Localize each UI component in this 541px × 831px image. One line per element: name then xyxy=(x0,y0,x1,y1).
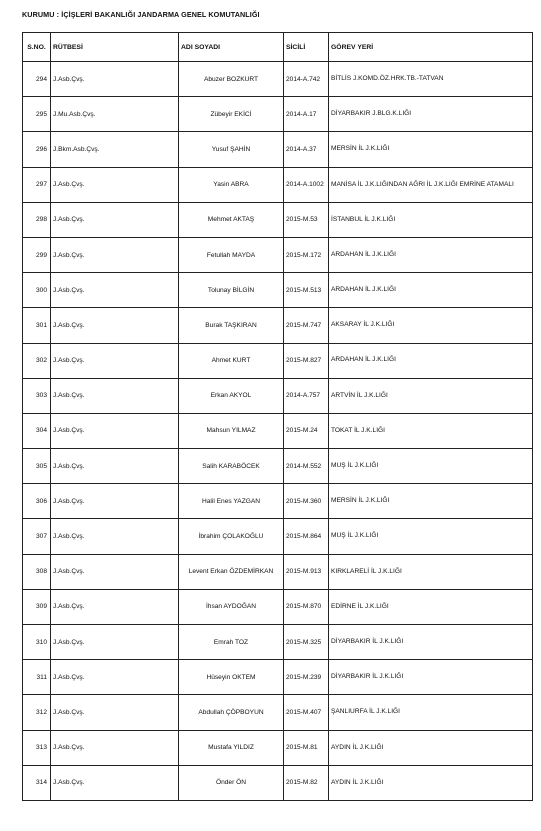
cell-name: Burak TAŞKIRAN xyxy=(179,308,284,343)
cell-rank: J.Asb.Çvş. xyxy=(51,343,179,378)
cell-sno: 304 xyxy=(23,413,51,448)
cell-duty: İSTANBUL İL J.K.LIĞI xyxy=(329,202,533,237)
cell-sno: 311 xyxy=(23,660,51,695)
table-row xyxy=(23,237,533,272)
cell-registry: 2014-A.37 xyxy=(284,132,329,167)
cell-registry: 2014-A.17 xyxy=(284,97,329,132)
cell-name: İbrahim ÇOLAKOĞLU xyxy=(179,519,284,554)
cell-rank: J.Mu.Asb.Çvş. xyxy=(51,97,179,132)
table-body xyxy=(23,62,533,801)
cell-registry: 2015-M.239 xyxy=(284,660,329,695)
table-row xyxy=(23,695,533,730)
header-rank: RÜTBESİ xyxy=(51,33,179,62)
cell-name: Yasin ABRA xyxy=(179,167,284,202)
cell-name: Levent Erkan ÖZDEMİRKAN xyxy=(179,554,284,589)
cell-duty: ARTVİN İL J.K.LIĞI xyxy=(329,378,533,413)
cell-duty: ARDAHAN İL J.K.LIĞI xyxy=(329,343,533,378)
cell-rank: J.Asb.Çvş. xyxy=(51,413,179,448)
cell-registry: 2015-M.172 xyxy=(284,237,329,272)
table-row xyxy=(23,730,533,765)
cell-rank: J.Asb.Çvş. xyxy=(51,378,179,413)
cell-name: Halil Enes YAZGAN xyxy=(179,484,284,519)
header-sno: S.NO. xyxy=(23,33,51,62)
cell-sno: 302 xyxy=(23,343,51,378)
cell-rank: J.Bkm.Asb.Çvş. xyxy=(51,132,179,167)
table-header-row xyxy=(23,33,533,62)
cell-sno: 295 xyxy=(23,97,51,132)
cell-duty: MERSİN İL J.K.LIĞI xyxy=(329,132,533,167)
cell-rank: J.Asb.Çvş. xyxy=(51,273,179,308)
cell-sno: 310 xyxy=(23,625,51,660)
cell-sno: 312 xyxy=(23,695,51,730)
cell-rank: J.Asb.Çvş. xyxy=(51,449,179,484)
cell-duty: AYDIN İL J.K.LIĞI xyxy=(329,765,533,800)
cell-registry: 2015-M.82 xyxy=(284,765,329,800)
cell-registry: 2015-M.747 xyxy=(284,308,329,343)
institution-heading: KURUMU : İÇİŞLERİ BAKANLIĞI JANDARMA GENEL KOMUTANLIĞI xyxy=(22,10,260,19)
table-row xyxy=(23,273,533,308)
cell-registry: 2015-M.360 xyxy=(284,484,329,519)
table-row xyxy=(23,554,533,589)
table-row xyxy=(23,62,533,97)
cell-sno: 313 xyxy=(23,730,51,765)
cell-rank: J.Asb.Çvş. xyxy=(51,484,179,519)
cell-rank: J.Asb.Çvş. xyxy=(51,554,179,589)
cell-sno: 303 xyxy=(23,378,51,413)
table-row xyxy=(23,132,533,167)
table-row xyxy=(23,413,533,448)
cell-rank: J.Asb.Çvş. xyxy=(51,589,179,624)
cell-registry: 2015-M.913 xyxy=(284,554,329,589)
table-row xyxy=(23,343,533,378)
cell-name: Yusuf ŞAHİN xyxy=(179,132,284,167)
cell-name: Fetullah MAYDA xyxy=(179,237,284,272)
table-row xyxy=(23,378,533,413)
cell-registry: 2014-A.757 xyxy=(284,378,329,413)
cell-registry: 2014-A.1002 xyxy=(284,167,329,202)
cell-sno: 314 xyxy=(23,765,51,800)
table-row xyxy=(23,308,533,343)
cell-sno: 297 xyxy=(23,167,51,202)
cell-sno: 309 xyxy=(23,589,51,624)
header-registry: SİCİLİ xyxy=(284,33,329,62)
cell-sno: 298 xyxy=(23,202,51,237)
cell-duty: DİYARBAKIR J.BLG.K.LIĞI xyxy=(329,97,533,132)
cell-name: Mustafa YILDIZ xyxy=(179,730,284,765)
cell-registry: 2015-M.513 xyxy=(284,273,329,308)
cell-duty: ARDAHAN İL J.K.LIĞI xyxy=(329,273,533,308)
cell-registry: 2015-M.864 xyxy=(284,519,329,554)
cell-duty: AYDIN İL J.K.LIĞI xyxy=(329,730,533,765)
cell-rank: J.Asb.Çvş. xyxy=(51,625,179,660)
personnel-table xyxy=(22,32,533,801)
cell-name: Ahmet KURT xyxy=(179,343,284,378)
cell-name: Emrah TOZ xyxy=(179,625,284,660)
table-row xyxy=(23,519,533,554)
cell-registry: 2015-M.407 xyxy=(284,695,329,730)
cell-rank: J.Asb.Çvş. xyxy=(51,730,179,765)
table-row xyxy=(23,484,533,519)
cell-duty: EDİRNE İL J.K.LIĞI xyxy=(329,589,533,624)
cell-rank: J.Asb.Çvş. xyxy=(51,237,179,272)
table-row xyxy=(23,625,533,660)
cell-sno: 305 xyxy=(23,449,51,484)
cell-duty: DİYARBAKIR İL J.K.LIĞI xyxy=(329,660,533,695)
table-row xyxy=(23,97,533,132)
cell-duty: MUŞ İL J.K.LIĞI xyxy=(329,519,533,554)
cell-sno: 301 xyxy=(23,308,51,343)
cell-duty: MERSİN İL J.K.LIĞI xyxy=(329,484,533,519)
cell-duty: DİYARBAKIR İL J.K.LIĞI xyxy=(329,625,533,660)
cell-rank: J.Asb.Çvş. xyxy=(51,202,179,237)
cell-registry: 2014-M.552 xyxy=(284,449,329,484)
cell-sno: 299 xyxy=(23,237,51,272)
cell-duty: TOKAT İL J.K.LIĞI xyxy=(329,413,533,448)
cell-duty: MUŞ İL J.K.LIĞI xyxy=(329,449,533,484)
cell-rank: J.Asb.Çvş. xyxy=(51,519,179,554)
cell-registry: 2014-A.742 xyxy=(284,62,329,97)
cell-rank: J.Asb.Çvş. xyxy=(51,308,179,343)
cell-duty: MANİSA İL J.K.LIĞINDAN AĞRI İL J.K.LIĞI EMRİNE ATAMALI xyxy=(329,167,533,202)
cell-rank: J.Asb.Çvş. xyxy=(51,695,179,730)
cell-name: Mahsun YILMAZ xyxy=(179,413,284,448)
table-row xyxy=(23,449,533,484)
table-row xyxy=(23,202,533,237)
cell-name: Mehmet AKTAŞ xyxy=(179,202,284,237)
cell-name: Salih KARABÖCEK xyxy=(179,449,284,484)
cell-duty: KIRKLARELİ İL J.K.LIĞI xyxy=(329,554,533,589)
cell-name: Hüseyin OKTEM xyxy=(179,660,284,695)
cell-rank: J.Asb.Çvş. xyxy=(51,62,179,97)
cell-sno: 294 xyxy=(23,62,51,97)
cell-sno: 296 xyxy=(23,132,51,167)
cell-rank: J.Asb.Çvş. xyxy=(51,765,179,800)
cell-duty: BİTLİS J.KOMD.ÖZ.HRK.TB.-TATVAN xyxy=(329,62,533,97)
cell-registry: 2015-M.53 xyxy=(284,202,329,237)
cell-sno: 308 xyxy=(23,554,51,589)
cell-duty: ŞANLIURFA İL J.K.LIĞI xyxy=(329,695,533,730)
cell-registry: 2015-M.827 xyxy=(284,343,329,378)
header-name: ADI SOYADI xyxy=(179,33,284,62)
cell-name: Önder ÖN xyxy=(179,765,284,800)
cell-name: Zübeyir EKİCİ xyxy=(179,97,284,132)
cell-name: Tolunay BİLGİN xyxy=(179,273,284,308)
cell-name: Abdullah ÇÖPBOYUN xyxy=(179,695,284,730)
cell-sno: 300 xyxy=(23,273,51,308)
cell-sno: 306 xyxy=(23,484,51,519)
cell-sno: 307 xyxy=(23,519,51,554)
cell-name: Erkan AKYOL xyxy=(179,378,284,413)
cell-registry: 2015-M.325 xyxy=(284,625,329,660)
cell-duty: AKSARAY İL J.K.LIĞI xyxy=(329,308,533,343)
cell-rank: J.Asb.Çvş. xyxy=(51,167,179,202)
cell-registry: 2015-M.24 xyxy=(284,413,329,448)
cell-duty: ARDAHAN İL J.K.LIĞI xyxy=(329,237,533,272)
cell-registry: 2015-M.870 xyxy=(284,589,329,624)
table-row xyxy=(23,660,533,695)
header-duty: GÖREV YERİ xyxy=(329,33,533,62)
cell-registry: 2015-M.81 xyxy=(284,730,329,765)
table-row xyxy=(23,167,533,202)
table-row xyxy=(23,765,533,800)
cell-name: Abuzer BOZKURT xyxy=(179,62,284,97)
cell-rank: J.Asb.Çvş. xyxy=(51,660,179,695)
table-row xyxy=(23,589,533,624)
cell-name: İhsan AYDOĞAN xyxy=(179,589,284,624)
